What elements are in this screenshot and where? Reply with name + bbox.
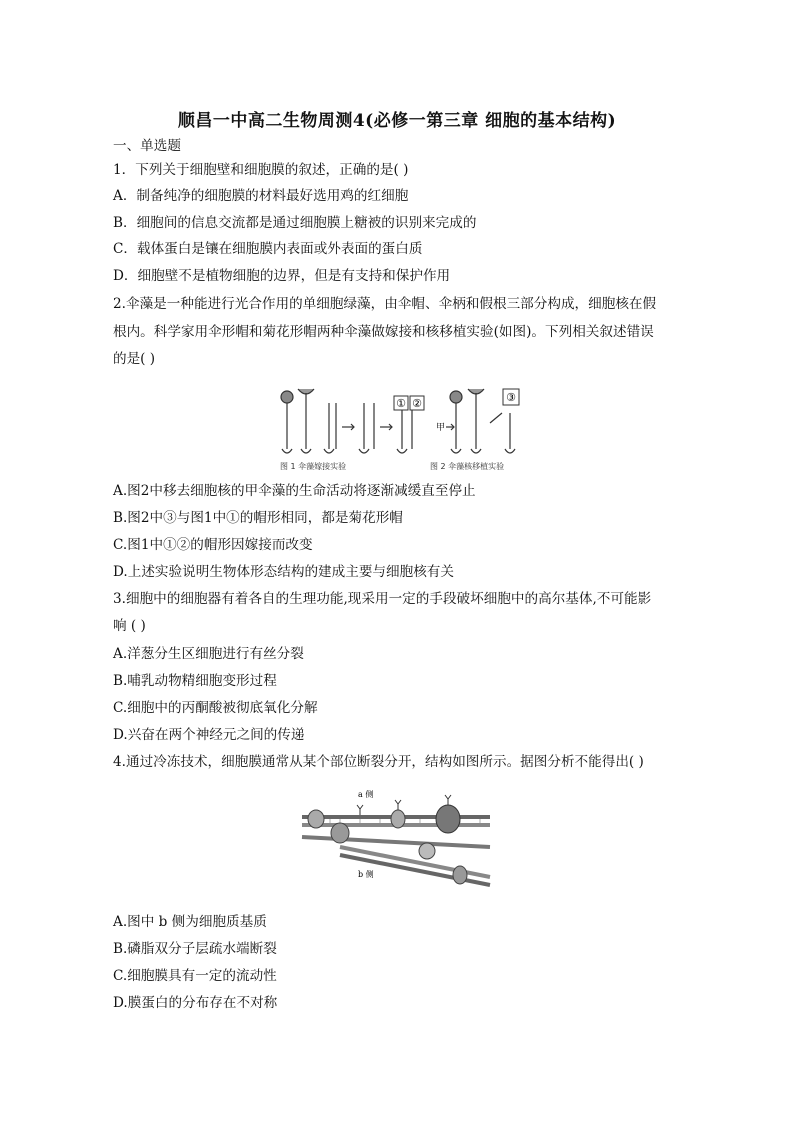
q1-option-d: D．细胞壁不是植物细胞的边界，但是有支持和保护作用 — [113, 268, 451, 284]
membrane-figure — [300, 785, 495, 895]
membrane-protein — [453, 866, 467, 884]
q1-stem: 1．下列关于细胞壁和细胞膜的叙述，正确的是( ) — [113, 162, 409, 178]
membrane-protein — [419, 843, 435, 859]
q2-option-a: A.图2中移去细胞核的甲伞藻的生命活动将逐渐减缓直至停止 — [113, 483, 476, 499]
page-title: 顺昌一中高二生物周测4(必修一第三章 细胞的基本结构) — [177, 111, 617, 131]
q3-option-d: D.兴奋在两个神经元之间的传递 — [113, 727, 305, 743]
q4-option-a: A.图中 b 侧为细胞质基质 — [113, 914, 267, 930]
membrane-protein — [308, 810, 324, 828]
q2-option-c: C.图1中①②的帽形因嫁接而改变 — [113, 537, 313, 553]
q2-stem-line-2: 根内。科学家用伞形帽和菊花形帽两种伞藻做嫁接和核移植实验(如图)。下列相关叙述错误 — [113, 324, 654, 340]
q3-stem-line-1: 3.细胞中的细胞器有着各自的生理功能,现采用一定的手段破坏细胞中的高尔基体,不可能影 — [113, 591, 652, 607]
q4-stem: 4.通过冷冻技术，细胞膜通常从某个部位断裂分开，结构如图所示。据图分析不能得出( ) — [113, 754, 644, 770]
membrane-protein — [331, 823, 349, 843]
label-jia: 甲 — [436, 423, 446, 433]
box-1-label: ① — [396, 397, 406, 410]
figure1-caption: 图 1 伞藻嫁接实验 — [280, 462, 347, 471]
q3-option-a: A.洋葱分生区细胞进行有丝分裂 — [113, 646, 304, 662]
label-a-side: a 侧 — [358, 790, 374, 799]
q4-option-b: B.磷脂双分子层疏水端断裂 — [113, 941, 277, 957]
figure1-graft — [281, 389, 412, 453]
q2-stem-line-3: 的是( ) — [113, 351, 156, 367]
acetabularia-figure — [270, 383, 530, 475]
box-3-label: ③ — [506, 391, 516, 404]
q2-option-d: D.上述实验说明生物体形态结构的建成主要与细胞核有关 — [113, 564, 454, 580]
chrysanthemum-cap — [281, 391, 293, 403]
membrane-protein — [391, 810, 405, 828]
q2-stem-line-1: 2.伞藻是一种能进行光合作用的单细胞绿藻，由伞帽、伞柄和假根三部分构成，细胞核在假 — [113, 296, 657, 312]
section-heading: 一、单选题 — [113, 138, 181, 154]
q3-option-c: C.细胞中的丙酮酸被彻底氧化分解 — [113, 700, 318, 716]
q1-option-b: B．细胞间的信息交流都是通过细胞膜上糖被的识别来完成的 — [113, 215, 477, 231]
box-2-label: ② — [412, 397, 422, 410]
membrane-protein — [436, 805, 460, 833]
q2-option-b: B.图2中③与图1中①的帽形相同，都是菊花形帽 — [113, 510, 403, 526]
q4-option-d: D.膜蛋白的分布存在不对称 — [113, 995, 278, 1011]
q1-option-a: A．制备纯净的细胞膜的材料最好选用鸡的红细胞 — [113, 188, 409, 204]
q3-option-b: B.哺乳动物精细胞变形过程 — [113, 673, 277, 689]
q4-option-c: C.细胞膜具有一定的流动性 — [113, 968, 277, 984]
label-b-side: b 侧 — [358, 870, 374, 879]
q1-option-c: C．载体蛋白是镶在细胞膜内表面或外表面的蛋白质 — [113, 241, 423, 257]
figure2-caption: 图 2 伞藻核移植实验 — [430, 462, 505, 471]
q3-stem-line-2: 响 ( ) — [113, 618, 146, 634]
